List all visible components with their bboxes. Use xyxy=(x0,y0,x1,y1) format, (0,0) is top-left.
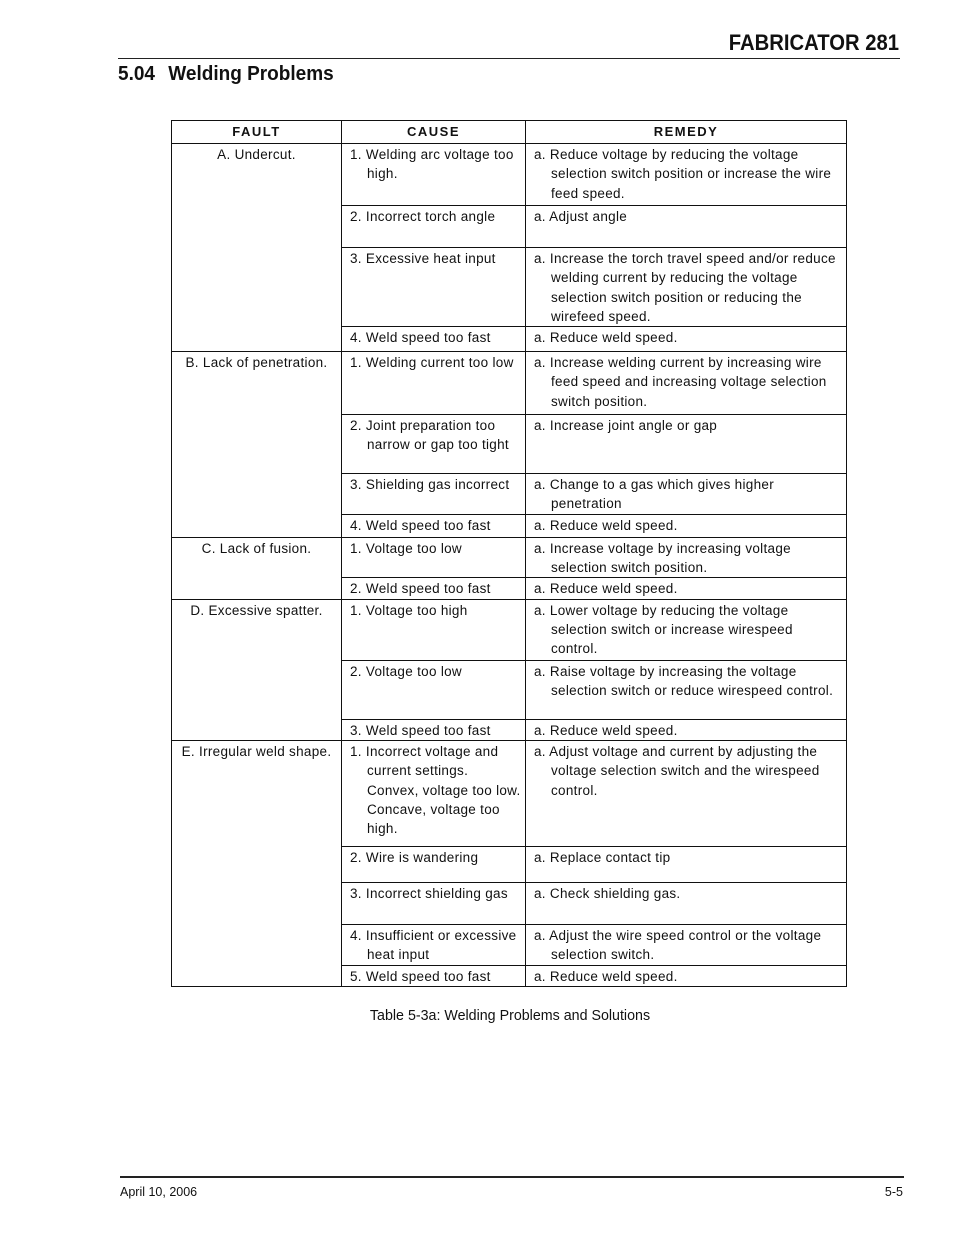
cause-text: 3. Shielding gas incorrect xyxy=(350,477,510,493)
remedy-text: a. Lower voltage by reducing the voltage selection switch or increase wirespeed control. xyxy=(534,602,793,657)
cause-text: 3. Weld speed too fast xyxy=(350,722,491,738)
section-number: 5.04 xyxy=(118,63,155,85)
table-caption: Table 5-3a: Welding Problems and Solutions xyxy=(369,1007,651,1024)
cause-text: 2. Wire is wandering xyxy=(350,849,479,865)
cause-text: 2. Joint preparation too narrow or gap too tight xyxy=(350,418,509,453)
table-row xyxy=(172,352,847,415)
remedy-cell xyxy=(526,514,847,537)
remedy-cell xyxy=(526,206,847,248)
cause-text: 3. Excessive heat input xyxy=(350,251,496,266)
column-header-cause: CAUSE xyxy=(342,121,526,144)
table-body xyxy=(172,144,847,987)
cause-cell xyxy=(342,846,526,882)
cause-cell xyxy=(342,882,526,924)
remedy-text: a. Check shielding gas. xyxy=(534,885,681,901)
cause-cell xyxy=(342,965,526,986)
section-title: Welding Problems xyxy=(168,63,334,85)
cause-cell xyxy=(342,514,526,537)
fault-cell: E. Irregular weld shape. xyxy=(172,740,342,986)
cause-text: 3. Incorrect shielding gas xyxy=(350,885,508,901)
remedy-cell xyxy=(526,599,847,660)
remedy-text: a. Reduce weld speed. xyxy=(534,968,678,984)
welding-problems-table xyxy=(171,120,847,987)
cause-text: 4. Weld speed too fast xyxy=(350,517,491,533)
table-row xyxy=(172,740,847,846)
remedy-cell xyxy=(526,846,847,882)
remedy-cell xyxy=(526,924,847,965)
cause-text: 2. Weld speed too fast xyxy=(350,581,491,597)
cause-cell xyxy=(342,719,526,740)
cause-text: 4. Weld speed too fast xyxy=(350,330,491,346)
remedy-text: a. Replace contact tip xyxy=(534,849,671,865)
remedy-cell xyxy=(526,537,847,578)
cause-cell xyxy=(342,537,526,578)
remedy-text: a. Reduce weld speed. xyxy=(534,722,678,738)
remedy-text: a. Increase the torch travel speed and/or reduce welding current by reducing the voltage selection switch position or reducing the wirefeed speed. xyxy=(534,251,836,324)
cause-text: 4. Insufficient or excessive heat input xyxy=(350,927,517,963)
column-header-fault: FAULT xyxy=(172,121,342,144)
cause-text: 2. Incorrect torch angle xyxy=(350,209,496,224)
remedy-text: a. Reduce weld speed. xyxy=(534,581,678,597)
remedy-cell xyxy=(526,474,847,515)
cause-cell xyxy=(342,474,526,515)
header-rule xyxy=(118,58,900,59)
remedy-text: a. Increase voltage by increasing voltage selection switch position. xyxy=(534,540,791,576)
cause-text: 1. Voltage too low xyxy=(350,540,462,556)
product-title: FABRICATOR 281 xyxy=(728,30,899,55)
remedy-cell xyxy=(526,740,847,846)
cause-cell xyxy=(342,144,526,206)
remedy-cell xyxy=(526,352,847,415)
remedy-text: a. Raise voltage by increasing the voltage selection switch or reduce wirespeed control. xyxy=(534,663,834,698)
cause-cell xyxy=(342,248,526,327)
cause-cell xyxy=(342,578,526,599)
cause-text: 1. Incorrect voltage and current settings. Convex, voltage too low. Concave, voltage too high. xyxy=(350,743,521,837)
remedy-text: a. Increase joint angle or gap xyxy=(534,418,718,434)
fault-cell: D. Excessive spatter. xyxy=(172,599,342,740)
cause-text: 1. Voltage too high xyxy=(350,602,468,618)
fault-cell: C. Lack of fusion. xyxy=(172,537,342,599)
cause-text: 1. Welding arc voltage too high. xyxy=(350,147,514,182)
table-row xyxy=(172,144,847,206)
cause-cell xyxy=(342,599,526,660)
column-header-remedy: REMEDY xyxy=(526,121,847,144)
remedy-cell xyxy=(526,882,847,924)
remedy-cell xyxy=(526,719,847,740)
remedy-text: a. Reduce voltage by reducing the voltage selection switch position or increase the wire feed speed. xyxy=(534,147,832,201)
cause-cell xyxy=(342,327,526,352)
remedy-cell xyxy=(526,660,847,719)
cause-text: 1. Welding current too low xyxy=(350,355,514,371)
cause-cell xyxy=(342,924,526,965)
remedy-cell xyxy=(526,327,847,352)
fault-cell: B. Lack of penetration. xyxy=(172,352,342,538)
footer-date: April 10, 2006 xyxy=(120,1185,198,1199)
remedy-text: a. Increase welding current by increasing wire feed speed and increasing voltage selection switch position. xyxy=(534,355,827,409)
remedy-text: a. Reduce weld speed. xyxy=(534,517,678,533)
remedy-cell xyxy=(526,144,847,206)
footer-rule xyxy=(120,1176,904,1178)
remedy-cell xyxy=(526,965,847,986)
cause-text: 5. Weld speed too fast xyxy=(350,968,491,984)
cause-cell xyxy=(342,415,526,474)
remedy-cell xyxy=(526,415,847,474)
cause-cell xyxy=(342,740,526,846)
table-row xyxy=(172,537,847,578)
table-row xyxy=(172,599,847,660)
remedy-text: a. Reduce weld speed. xyxy=(534,330,678,346)
section-heading xyxy=(118,63,334,86)
remedy-text: a. Adjust voltage and current by adjusting the voltage selection switch and the wirespeed control. xyxy=(534,743,820,798)
cause-cell xyxy=(342,660,526,719)
remedy-text: a. Adjust the wire speed control or the voltage selection switch. xyxy=(534,927,822,963)
cause-cell xyxy=(342,352,526,415)
remedy-text: a. Adjust angle xyxy=(534,209,628,224)
cause-cell xyxy=(342,206,526,248)
cause-text: 2. Voltage too low xyxy=(350,663,462,679)
table-header-row xyxy=(172,121,847,144)
remedy-cell xyxy=(526,578,847,599)
remedy-cell xyxy=(526,248,847,327)
footer-page-number: 5-5 xyxy=(884,1185,903,1199)
remedy-text: a. Change to a gas which gives higher penetration xyxy=(534,477,774,512)
fault-cell: A. Undercut. xyxy=(172,144,342,352)
